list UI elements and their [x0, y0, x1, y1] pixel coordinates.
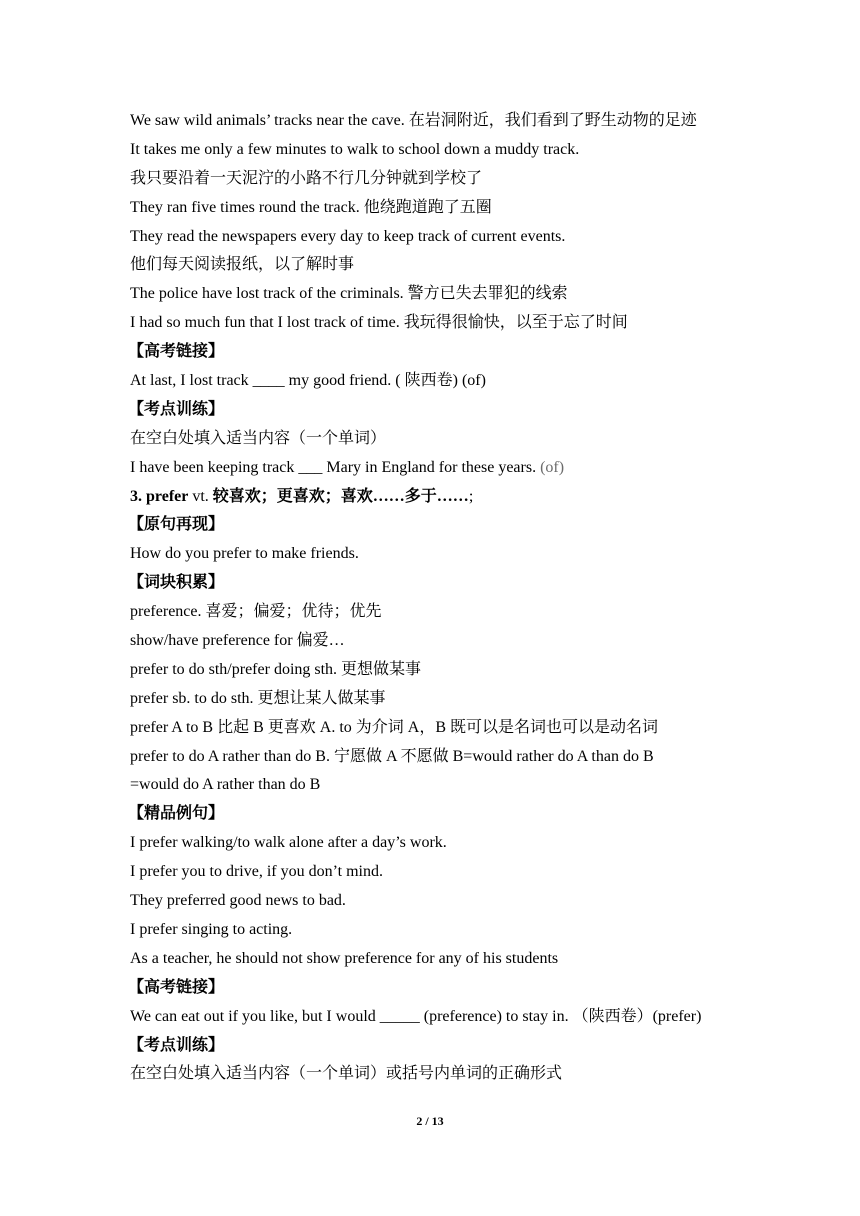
instruction: 在空白处填入适当内容（一个单词）: [130, 429, 387, 447]
page-separator: /: [422, 1114, 432, 1128]
phrase-entry: prefer to do sth/prefer doing sth. 更想做某事: [130, 660, 422, 678]
vocab-entry-heading: [130, 483, 770, 512]
translation: 他们每天阅读报纸，以了解时事: [130, 256, 355, 274]
section-heading: 【考点训练】: [128, 400, 225, 418]
translation: 我只要沿着一天泥泞的小路不行几分钟就到学校了: [130, 169, 483, 187]
phrase-entry: show/have preference for 偏爱…: [130, 632, 345, 650]
phrase-entry: prefer to do A rather than do B. 宁愿做 A 不愿做 B=would rather do A than do B: [130, 747, 654, 765]
example-sentence: They read the newspapers every day to keep track of current events.: [130, 227, 566, 245]
example-sentence: They ran five times round the track. 他绕跑道跑了五圈: [130, 198, 492, 216]
exercise-answer: (of): [540, 458, 565, 476]
section-heading: 【高考链接】: [128, 343, 225, 361]
phrase-entry: prefer A to B 比起 B 更喜欢 A. to 为介词 A，B 既可以是名词也可以是动名词: [130, 718, 658, 736]
vocab-word: 3. prefer: [130, 487, 189, 505]
vocab-meaning: 较喜欢；更喜欢；喜欢……多于……: [212, 487, 469, 505]
page-content: [130, 107, 770, 1089]
section-heading: 【词块积累】: [128, 574, 225, 592]
page-number: [0, 1114, 860, 1129]
instruction: 在空白处填入适当内容（一个单词）或括号内单词的正确形式: [130, 1065, 563, 1083]
example-sentence: How do you prefer to make friends.: [130, 545, 359, 563]
exercise-question: [130, 454, 770, 483]
section-heading: 【考点训练】: [128, 1036, 225, 1054]
section-heading: 【精品例句】: [128, 805, 225, 823]
page-total: 13: [431, 1114, 444, 1128]
example-sentence: We saw wild animals’ tracks near the cave. 在岩洞附近，我们看到了野生动物的足迹: [130, 112, 697, 129]
exam-question: At last, I lost track ____ my good friend. ( 陕西卷) (of): [130, 372, 486, 390]
section-heading: 【原句再现】: [128, 516, 225, 534]
example-sentence: I prefer you to drive, if you don’t mind.: [130, 863, 383, 881]
example-sentence: I had so much fun that I lost track of time. 我玩得很愉快，以至于忘了时间: [130, 314, 628, 332]
exercise-text: I have been keeping track ___ Mary in England for these years.: [130, 458, 537, 476]
example-sentence: I prefer singing to acting.: [130, 920, 293, 938]
section-heading: 【高考链接】: [128, 978, 225, 996]
example-sentence: They preferred good news to bad.: [130, 892, 346, 910]
page-current: 2: [416, 1114, 423, 1128]
phrase-entry: prefer sb. to do sth. 更想让某人做某事: [130, 689, 386, 707]
vocab-punct: ;: [468, 487, 474, 505]
part-of-speech: vt.: [188, 487, 213, 505]
phrase-entry: =would do A rather than do B: [130, 776, 321, 794]
example-sentence: I prefer walking/to walk alone after a day’s work.: [130, 834, 447, 852]
example-sentence: As a teacher, he should not show preference for any of his students: [130, 949, 559, 967]
example-sentence: It takes me only a few minutes to walk to school down a muddy track.: [130, 140, 580, 158]
exam-question: We can eat out if you like, but I would _____ (preference) to stay in. （陕西卷）(prefer): [130, 1007, 702, 1025]
example-sentence: The police have lost track of the criminals. 警方已失去罪犯的线索: [130, 285, 568, 303]
phrase-entry: preference. 喜爱；偏爱；优待；优先: [130, 603, 382, 621]
